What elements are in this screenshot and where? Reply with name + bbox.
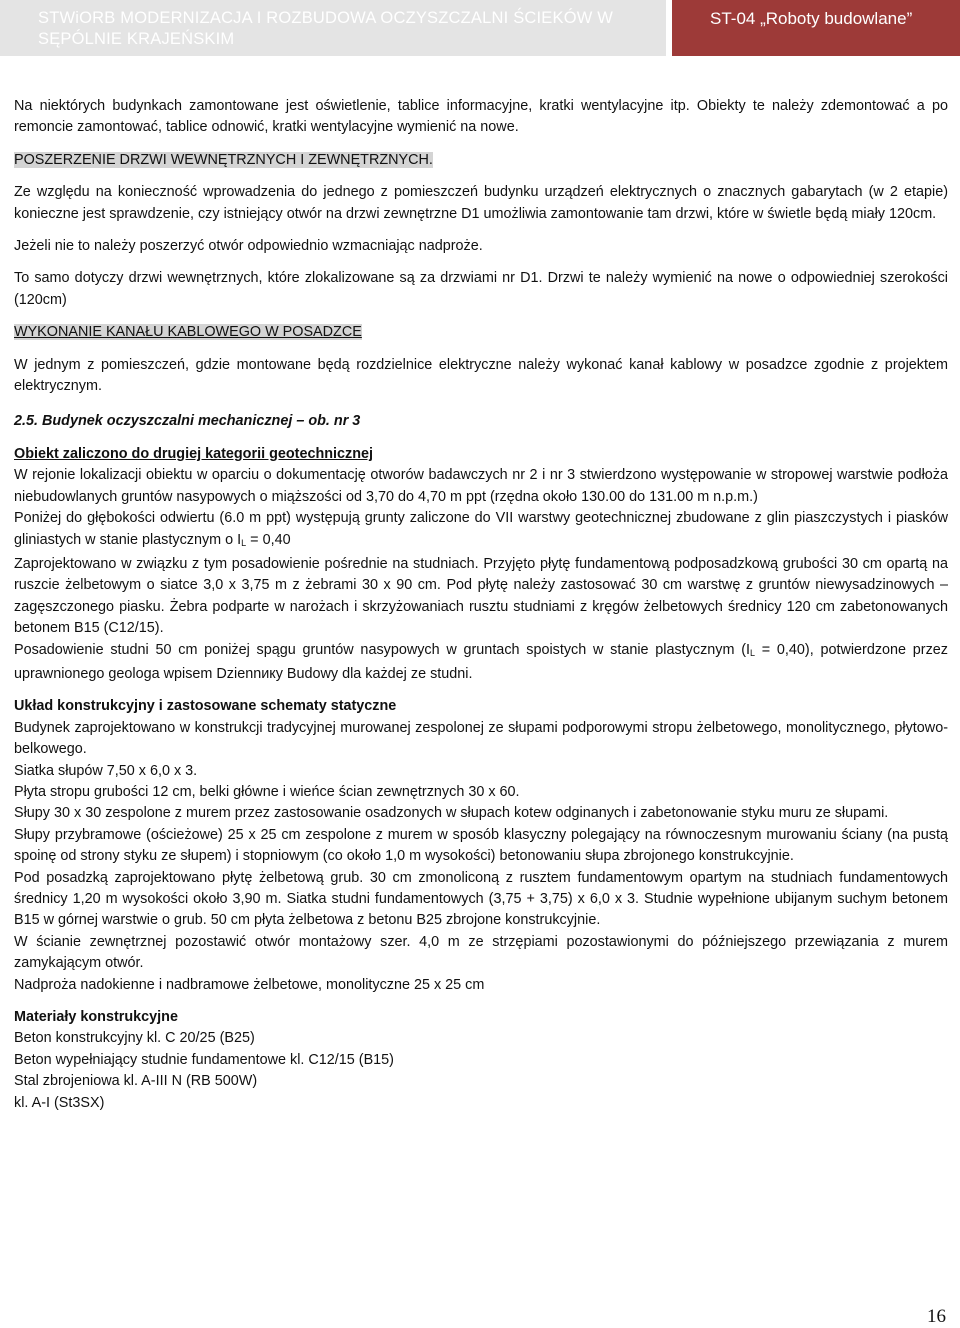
header-section-label: ST-04 „Roboty budowlane” [710, 9, 913, 28]
material-item: kl. A-I (St3SX) [14, 1094, 105, 1111]
paragraph: Słupy przybramowe (ościeżowe) 25 x 25 cm zespolone z murem w sposób klasyczny polegający na równoczesnym murowaniu ściany (na pustą spoinę od strony styku ze słupem) i stopniowym (co około 1,0 m wysokości) betonowaniu słupa zbrojonego konstrukcyjnie. [14, 826, 948, 865]
paragraph: Siatka słupów 7,50 x 6,0 x 3. [14, 762, 198, 779]
subsection-heading: Układ konstrukcyjny i zastosowane schematy statyczne [14, 698, 397, 715]
paragraph: Poniżej do głębokości odwiertu (6.0 m ppt) występują grunty zaliczone do VII warstwy geotechnicznej zbudowane z glin piaszczystych i piasków gliniastych w stanie plastycznym o $I_L = 0,40$ [14, 510, 948, 548]
paragraph: Nadproża nadokienne i nadbramowe żelbetowe, monolityczne 25 x 25 cm [14, 976, 485, 993]
paragraph: Zaprojektowano w związku z tym posadowienie pośrednie na studniach. Przyjęto płytę fundamentową podposadzkową grubości 30 cm opartą na ruszcie żelbetowym o siatce 3,0 x 3,75 m z żebrami 30 x 90 cm. Pod płytę należy zastosować 30 cm warstwę z gruntów niewysadzinowych – zagęszczonego piasku. Żebra podparte w narożach i skrzyżowaniach rusztu studniami z kręgów żelbetowych średnicy 120 cm zabetonowanych betonem B15 (C12/15). [14, 555, 948, 637]
section-heading-text: WYKONANIE KANAŁU KABLOWEGO W POSADZCE [14, 324, 362, 341]
header-title-block [0, 0, 666, 56]
paragraph: W ścianie zewnętrznej pozostawić otwór montażowy szer. 4,0 m ze strzępiami pozostawionymi do późniejszego przewiązania z murem zamykającym otwór. [14, 933, 948, 972]
paragraph: Ze względu na konieczność wprowadzenia do jednego z pomieszczeń budynku urządzeń elektrycznych o znacznych gabarytach (w 2 etapie) konieczne jest sprawdzenie, czy istniejący otwór na drzwi zewnętrzne D1 umożliwia zamontowanie tam drzwi, które w świetle będą miały 120cm. [14, 184, 948, 222]
material-item: Beton wypełniający studnie fundamentowe kl. C12/15 (B15) [14, 1051, 394, 1068]
paragraph: Pod posadzką zaprojektowano płytę żelbetową grub. 30 cm zmonoliconą z rusztem fundamentowym opartym na studniach fundamentowych średnicy 1,20 m wysokości około 3,90 m. Siatka studni fundamentowych (3,75 + 3,75) x 6,0 x 3. Studnie wypełnione ubijanym suchym betonem B15 w górnej warstwie o grub. 50 cm płyta żelbetowa z betonu B25 zbrojone konstrukcyjnie. [14, 869, 948, 929]
header-title-line2: SĘPÓLNIE KRAJEŃSKIM [38, 30, 235, 48]
paragraph: Budynek zaprojektowano w konstrukcji tradycyjnej murowanej zespolonej ze słupami podporowymi stropu żelbetowego, monolitycznego, płytowo-belkowego. [14, 719, 948, 758]
page-header [0, 0, 960, 56]
header-title-line1: STWiORB MODERNIZACJA I ROZBUDOWA OCZYSZCZALNI ŚCIEKÓW W [38, 9, 614, 27]
section-heading [14, 150, 948, 171]
section-heading [14, 322, 948, 343]
document-body [14, 96, 948, 1114]
paragraph: Posadowienie studni 50 cm poniżej spągu gruntów nasypowych w gruntach spoistych w stanie plastycznym $(I_L = 0,40)$, potwierdzone przez uprawnionego geologa wpisem Dziennику Budowy dla każdej ze studni. [14, 641, 948, 682]
paragraph: Płyta stropu grubości 12 cm, belki główne i wieńce ścian zewnętrznych 30 x 60. [14, 783, 520, 800]
paragraph: Jeżeli nie to należy poszerzyć otwór odpowiednio wzmacniając nadproże. [14, 238, 483, 255]
material-item: Stal zbrojeniowa kl. A-III N (RB 500W) [14, 1073, 258, 1090]
subsection-heading: Materiały konstrukcyjne [14, 1009, 178, 1026]
page-number: 16 [927, 1306, 946, 1327]
header-section-block [672, 0, 960, 56]
subsection-heading: Obiekt zaliczono do drugiej kategorii geotechnicznej [14, 445, 374, 462]
paragraph: W jednym z pomieszczeń, gdzie montowane będą rozdzielnice elektryczne należy wykonać kanał kablowy w posadzce zgodnie z projektem elektrycznym. [14, 356, 948, 395]
paragraph: W rejonie lokalizacji obiektu w oparciu o dokumentację otworów badawczych nr 2 i nr 3 stwierdzono występowanie w stropowej warstwie podłoża niebudowlanych gruntów nasypowych o miąższości od 3,70 do 4,70 m ppt (rzędna około 130.00 do 131.00 m n.p.m.) [14, 467, 948, 505]
section-heading-text: POSZERZENIE DRZWI WEWNĘTRZNYCH I ZEWNĘTRZNYCH. [14, 151, 433, 168]
paragraph: Na niektórych budynkach zamontowane jest oświetlenie, tablice informacyjne, kratki wentylacyjne itp. Obiekty te należy zdemontować a po remoncie zamontować, tablice odnowić, kratki wentylacyjne wymienić na nowe. [14, 98, 948, 136]
paragraph: Słupy 30 x 30 zespolone z murem przez zastosowanie osadzonych w słupach kotew odginanych i zabetonowanie styku muru ze słupami. [14, 805, 889, 822]
chapter-heading: 2.5. Budynek oczyszczalni mechanicznej – ob. nr 3 [14, 413, 361, 430]
material-item: Beton konstrukcyjny kl. C 20/25 (B25) [14, 1030, 255, 1047]
paragraph: To samo dotyczy drzwi wewnętrznych, które zlokalizowane są za drzwiami nr D1. Drzwi te należy wymienić na nowe o odpowiedniej szerokości (120cm) [14, 270, 948, 308]
